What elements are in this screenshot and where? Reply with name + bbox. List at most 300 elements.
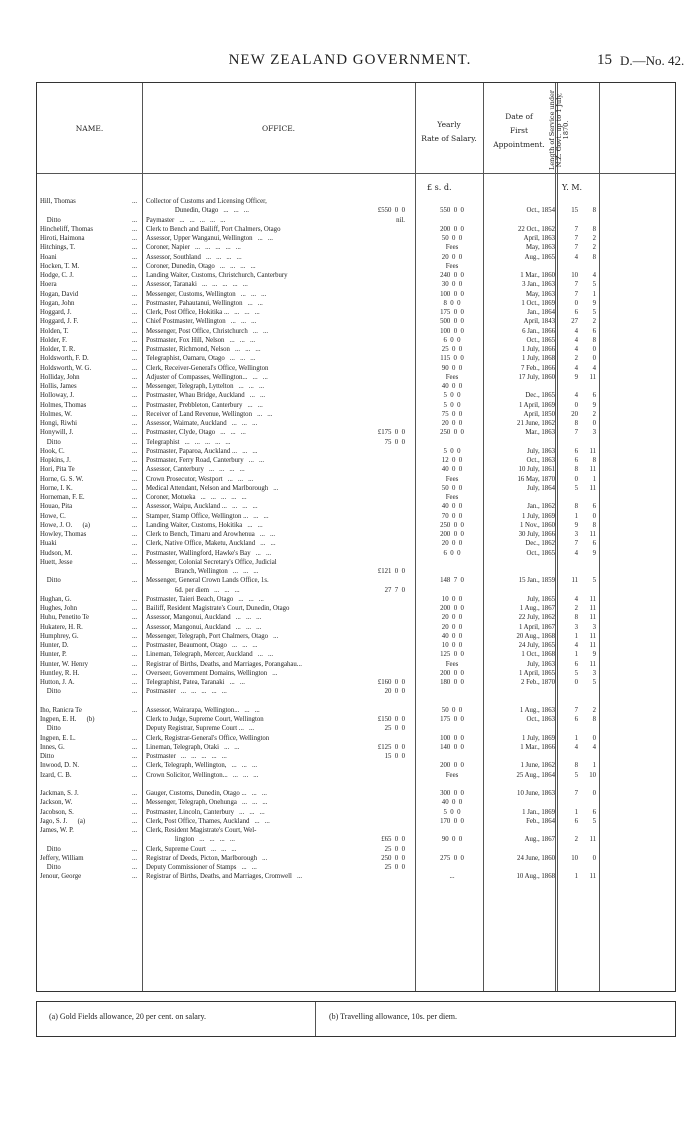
row-service-months: 8	[592, 336, 596, 344]
table-row	[37, 669, 677, 678]
row-service-months: 0	[592, 346, 596, 353]
table-row	[37, 660, 677, 669]
row-dots: ...	[132, 799, 138, 807]
row-office: Registrar of Deeds, Picton, Marlborough ...	[146, 854, 268, 862]
row-name: Ditto	[40, 438, 61, 446]
row-date: 10 July, 1861	[518, 466, 555, 474]
row-name: Hodge, C. J.	[40, 272, 74, 279]
row-service-years: 20	[571, 410, 578, 418]
row-dots: ...	[132, 642, 138, 649]
date-column-header-line2: First	[509, 126, 529, 135]
salary-units: £ s. d.	[427, 183, 452, 192]
row-salary: 40 0 0	[441, 466, 463, 474]
row-salary: 240 0 0	[440, 272, 464, 279]
row-salary: 100 0 0	[440, 734, 464, 742]
row-dots: ...	[132, 290, 138, 298]
page-title: NEW ZEALAND GOVERNMENT.	[228, 52, 472, 68]
row-service-months: 8	[592, 225, 596, 233]
row-dots: ...	[132, 669, 138, 677]
row-date: 1 June, 1862	[520, 762, 555, 770]
row-salary: 20 0 0	[441, 253, 463, 261]
row-name: Jeffery, William	[40, 854, 84, 862]
table-row	[37, 280, 677, 289]
row-service-years: 6	[574, 716, 578, 723]
row-service-years: 8	[574, 614, 578, 622]
row-salary: 125 0 0	[440, 651, 464, 659]
row-service-years: 8	[574, 503, 578, 511]
row-service-months: 2	[592, 706, 596, 714]
row-service-months: 0	[592, 854, 596, 862]
row-date: 22 July, 1862	[518, 614, 555, 622]
table-row	[37, 817, 677, 826]
row-name: Hutton, J. A.	[40, 679, 75, 686]
row-office: Gauger, Customs, Dunedin, Otago ... ... ...	[146, 790, 267, 797]
table-row	[37, 373, 677, 382]
row-office: Messenger, General Crown Lands Office, 1s.	[146, 577, 269, 585]
table-row	[37, 438, 677, 447]
row-date: 30 July, 1866	[518, 531, 555, 538]
row-service-years: 15	[571, 207, 578, 215]
row-office: Registrar of Births, Deaths, and Marriages, Porangahau...	[146, 660, 302, 668]
row-office: Clerk, Post Office, Thames, Auckland ... ...	[146, 817, 270, 825]
row-service-years: 4	[574, 392, 578, 400]
row-date: July, 1865	[527, 595, 555, 603]
table-row	[37, 197, 677, 206]
row-dots: ...	[132, 420, 138, 427]
row-salary: 25 0 0	[441, 346, 463, 353]
row-office: Clerk, Telegraph, Wellington, ... ... ...	[146, 762, 258, 770]
row-salary: 20 0 0	[441, 420, 463, 427]
row-date: July, 1864	[527, 484, 555, 492]
table-row	[37, 576, 677, 585]
row-service-months: 2	[592, 235, 596, 242]
document-reference: D.—No. 42.	[620, 53, 685, 68]
row-dots: ...	[132, 521, 138, 529]
row-salary: 275 0 0	[440, 854, 464, 862]
row-date: 3 Jan., 1863	[522, 281, 555, 289]
row-office: Assessor, Mangonui, Auckland ... ... ...	[146, 623, 262, 631]
row-date: Jan., 1864	[527, 309, 555, 316]
row-date: 16 May, 1870	[517, 475, 555, 483]
row-name: Hunter, P.	[40, 651, 67, 659]
table-row	[37, 391, 677, 400]
service-units: Y. M.	[562, 183, 583, 192]
row-service-months: 9	[592, 401, 596, 409]
row-office: Postmaster, Beaumont, Otago ... ... ...	[146, 642, 258, 649]
row-salary: ...	[449, 873, 455, 881]
row-salary: 50 0 0	[441, 706, 463, 714]
row-name: Jackson, W.	[40, 799, 73, 807]
row-salary: 8 0 0	[443, 299, 461, 307]
row-name: Holdsworth, F. D.	[40, 355, 89, 363]
row-dots: ...	[132, 817, 138, 825]
row-name: Hill, Thomas	[40, 198, 76, 205]
row-name: Hopkins, J.	[40, 457, 71, 464]
row-date: 1 Jan., 1869	[522, 808, 555, 816]
row-office: Clerk, Native Office, Maketu, Auckland ... ...	[146, 540, 276, 548]
row-date: 17 July, 1860	[518, 373, 555, 381]
row-name: Hitchings, T.	[40, 244, 76, 252]
row-office: Messenger, Customs, Wellington ... ... ...	[146, 290, 267, 298]
row-date: 1 July, 1869	[522, 512, 555, 520]
row-name: Hunter, D.	[40, 642, 69, 649]
row-dots: ...	[132, 531, 138, 538]
table-row	[37, 243, 677, 252]
row-dots: ...	[132, 235, 138, 242]
row-name: Holder, F.	[40, 336, 67, 344]
row-date: 25 Aug., 1864	[516, 771, 555, 779]
row-office: Adjuster of Compasses, Wellington... ... ...	[146, 373, 268, 381]
table-row	[37, 697, 677, 706]
row-dots: ...	[132, 614, 138, 622]
row-name: Ingpen, E. L.	[40, 734, 76, 742]
row-dots: ...	[132, 753, 138, 760]
row-service-months: 11	[589, 632, 596, 640]
row-service-months: 11	[589, 836, 596, 844]
row-service-years: 1	[574, 734, 578, 742]
row-name: Huhu, Penetito Te	[40, 614, 90, 622]
row-dots: ...	[132, 383, 138, 390]
row-office-amount: £125 0 0	[377, 743, 405, 751]
row-date: 1 April, 1867	[518, 623, 555, 631]
row-name: Ditto	[40, 216, 61, 224]
table-row	[37, 419, 677, 428]
row-name: Hunter, W. Henry	[40, 660, 89, 668]
table-row	[37, 364, 677, 373]
row-salary: 5 0 0	[443, 401, 461, 409]
row-dots: ...	[132, 281, 138, 289]
row-office: Crown Solicitor, Wellington... ... ... ...	[146, 771, 259, 779]
row-dots: ...	[132, 558, 138, 566]
row-service-years: 4	[574, 743, 578, 751]
row-dots: ...	[132, 688, 138, 696]
row-dots: ...	[132, 503, 138, 511]
table-row	[37, 484, 677, 493]
row-salary: 5 0 0	[443, 808, 461, 816]
row-dots: ...	[132, 651, 138, 659]
table-row	[37, 354, 677, 363]
row-service-months: 6	[592, 503, 596, 511]
row-service-years: 1	[574, 873, 578, 881]
header-rule	[37, 173, 675, 174]
row-date: July, 1863	[527, 660, 555, 668]
row-name: Ditto	[40, 753, 54, 760]
service-column-header: Length of Service under N.Z. Govt. up to 1 July, 1870.	[548, 90, 570, 170]
footnote-divider	[315, 1002, 316, 1036]
row-dots: ...	[132, 632, 138, 640]
row-dots: ...	[132, 373, 138, 381]
row-office: Telegraphist, Patea, Taranaki ... ...	[146, 679, 245, 686]
row-name: Hoera	[40, 281, 57, 289]
row-dots: ...	[132, 540, 138, 548]
row-service-months: 8	[592, 716, 596, 723]
row-office-amount: 25 0 0	[384, 725, 405, 733]
table-row	[37, 234, 677, 243]
row-office: Collector of Customs and Licensing Officer,	[146, 198, 267, 205]
row-service-months: 9	[592, 651, 596, 659]
row-office: Assessor, Canterbury ... ... ... ...	[146, 466, 245, 474]
page-header	[0, 52, 700, 76]
row-service-months: 6	[592, 327, 596, 335]
table-row	[37, 761, 677, 770]
table-row	[37, 206, 677, 215]
row-salary: 40 0 0	[441, 799, 463, 807]
row-office: Telegraphist, Oamaru, Otago ... ... ...	[146, 355, 256, 363]
table-row	[37, 706, 677, 715]
row-salary: 30 0 0	[441, 281, 463, 289]
row-date: 24 July, 1865	[518, 642, 555, 649]
row-office: Registrar of Births, Deaths, and Marriages, Cromwell ...	[146, 873, 303, 881]
row-service-years: 0	[574, 401, 578, 409]
row-date: May, 1863	[525, 290, 555, 298]
table-row	[37, 586, 677, 595]
row-dots: ...	[132, 808, 138, 816]
row-service-years: 4	[574, 346, 578, 353]
table-row	[37, 465, 677, 474]
row-dots: ...	[132, 392, 138, 400]
row-office: Clerk, Post Office, Hokitika ... ... ... ...	[146, 309, 260, 316]
row-dots: ...	[132, 512, 138, 520]
row-salary: 5 0 0	[443, 392, 461, 400]
row-dots: ...	[132, 262, 138, 270]
row-office-amount: £160 0 0	[377, 679, 405, 686]
row-dots: ...	[132, 364, 138, 372]
row-date: 6 Jan., 1866	[522, 327, 555, 335]
row-service-years: 5	[574, 484, 578, 492]
row-office: Telegraphist ... ... ... ... ...	[146, 438, 231, 446]
row-service-months: 11	[589, 466, 596, 474]
row-office-amount: 25 0 0	[384, 845, 405, 853]
page-number: 15	[597, 52, 612, 68]
office-column-header: OFFICE.	[261, 124, 296, 133]
table-row	[37, 808, 677, 817]
row-name: Huntley, R. H.	[40, 669, 80, 677]
table-row	[37, 558, 677, 567]
row-salary: 12 0 0	[441, 457, 463, 464]
row-salary: Fees	[445, 244, 459, 252]
row-salary: 250 0 0	[440, 429, 464, 437]
row-office: Postmaster, Lincoln, Canterbury ... ... ...	[146, 808, 265, 816]
row-dots: ...	[132, 577, 138, 585]
row-name: Howley, Thomas	[40, 531, 87, 538]
table-row	[37, 632, 677, 641]
row-name: Honywill, J.	[40, 429, 74, 437]
row-office: Landing Waiter, Customs, Christchurch, Canterbury	[146, 272, 288, 279]
row-service-months: 1	[592, 290, 596, 298]
row-date: Oct., 1854	[526, 207, 555, 215]
row-dots: ...	[132, 309, 138, 316]
row-service-years: 27	[571, 318, 578, 326]
row-service-years: 4	[574, 336, 578, 344]
row-service-years: 5	[574, 771, 578, 779]
row-service-years: 7	[574, 540, 578, 548]
row-salary: 90 0 0	[441, 836, 463, 844]
row-office: Paymaster ... ... ... ... ...	[146, 216, 226, 224]
row-service-years: 2	[574, 355, 578, 363]
row-office: Postmaster, Prebbleton, Canterbury ... ...	[146, 401, 263, 409]
row-salary: 200 0 0	[440, 531, 464, 538]
row-office: Postmaster, Richmond, Nelson ... ... ...	[146, 346, 261, 353]
row-name: Hollis, James	[40, 383, 77, 390]
row-service-months: 8	[592, 253, 596, 261]
row-dots: ...	[132, 679, 138, 686]
row-dots: ...	[132, 447, 138, 455]
row-office: Coroner, Motueka ... ... ... ... ...	[146, 494, 247, 501]
table-row	[37, 345, 677, 354]
row-service-years: 0	[574, 475, 578, 483]
row-service-months: 1	[592, 475, 596, 483]
row-salary: Fees	[445, 494, 459, 501]
row-service-months: 6	[592, 392, 596, 400]
table-row	[37, 271, 677, 280]
row-office: Clerk, Receiver-General's Office, Wellington	[146, 364, 269, 372]
row-date: May, 1863	[525, 244, 555, 252]
row-dots: ...	[132, 336, 138, 344]
row-dots: ...	[132, 253, 138, 261]
row-service-years: 2	[574, 836, 578, 844]
table-row	[37, 595, 677, 604]
row-date: 2 Feb., 1870	[521, 679, 555, 686]
row-name: James, W. P.	[40, 827, 74, 834]
row-service-months: 11	[589, 605, 596, 612]
table-row	[37, 687, 677, 696]
row-date: Oct., 1863	[526, 716, 555, 723]
row-salary: 40 0 0	[441, 503, 463, 511]
row-dots: ...	[132, 734, 138, 742]
table-row	[37, 715, 677, 724]
table-row	[37, 734, 677, 743]
salary-column-header-line1: Yearly	[437, 120, 461, 129]
table-row	[37, 623, 677, 632]
row-name: Horne, G. S. W.	[40, 475, 84, 483]
row-office-amount: 250 0 0	[381, 854, 405, 862]
row-service-years: 7	[574, 235, 578, 242]
row-name: Huaki	[40, 540, 57, 548]
row-dots: ...	[132, 401, 138, 409]
row-service-months: 1	[592, 762, 596, 770]
row-name: Hukatere, H. R.	[40, 623, 83, 631]
table-row	[37, 641, 677, 650]
table-row	[37, 826, 677, 835]
row-service-years: 9	[574, 521, 578, 529]
row-service-years: 10	[571, 854, 578, 862]
table-row	[37, 530, 677, 539]
row-service-years: 6	[574, 457, 578, 464]
table-row	[37, 327, 677, 336]
table-row	[37, 789, 677, 798]
row-name: Holder, T. R.	[40, 346, 76, 353]
row-office: Messenger, Telegraph, Port Chalmers, Otago ...	[146, 632, 279, 640]
row-office-amount: 15 0 0	[384, 753, 405, 760]
row-service-years: 6	[574, 309, 578, 316]
table-row	[37, 308, 677, 317]
row-salary: 170 0 0	[440, 817, 464, 825]
row-office: Stamper, Stamp Office, Wellington ... ... ...	[146, 512, 269, 520]
row-service-months: 4	[592, 743, 596, 751]
table-row	[37, 539, 677, 548]
table-row	[37, 382, 677, 391]
row-office: Messenger, Telegraph, Lyttelton ... ... ...	[146, 383, 265, 390]
row-service-years: 6	[574, 447, 578, 455]
table-row	[37, 336, 677, 345]
table-row	[37, 216, 677, 225]
row-office-amount: £65 0 0	[381, 836, 405, 844]
row-service-months: 3	[592, 623, 596, 631]
row-dots: ...	[132, 790, 138, 797]
row-service-months: 11	[589, 595, 596, 603]
row-name: Holmes, Thomas	[40, 401, 87, 409]
table-row	[37, 613, 677, 622]
row-service-months: 11	[589, 642, 596, 649]
row-date: 1 Nov., 1860	[519, 521, 555, 529]
row-service-years: 6	[574, 660, 578, 668]
row-service-months: 11	[589, 614, 596, 622]
row-name: Hoani	[40, 253, 57, 261]
row-salary: 6 0 0	[443, 549, 461, 557]
row-service-months: 11	[589, 484, 596, 492]
row-salary: 100 0 0	[440, 290, 464, 298]
row-salary: 550 0 0	[440, 207, 464, 215]
row-service-months: 0	[592, 420, 596, 427]
row-service-years: 10	[571, 272, 578, 279]
row-service-years: 9	[574, 373, 578, 381]
row-name: Hogan, David	[40, 290, 79, 298]
row-service-months: 5	[592, 281, 596, 289]
table-row	[37, 410, 677, 419]
row-office: Postmaster ... ... ... ... ...	[146, 688, 227, 696]
table-row	[37, 475, 677, 484]
table-row	[37, 567, 677, 576]
row-date: 1 April, 1865	[518, 669, 555, 677]
row-salary: 50 0 0	[441, 484, 463, 492]
row-service-months: 5	[592, 309, 596, 316]
row-date: 1 Oct., 1869	[521, 299, 555, 307]
row-salary: 100 0 0	[440, 327, 464, 335]
footnote-a: (a) Gold Fields allowance, 20 per cent. on salary.	[49, 1012, 206, 1021]
table-row	[37, 678, 677, 687]
table-row	[37, 253, 677, 262]
row-service-months: 3	[592, 429, 596, 437]
table-row	[37, 604, 677, 613]
row-office: Receiver of Land Revenue, Wellington ... ...	[146, 410, 273, 418]
row-office: Clerk to Bench, Timaru and Arowhenua ... ...	[146, 531, 276, 538]
row-salary: Fees	[445, 262, 459, 270]
row-dots: ...	[132, 771, 138, 779]
row-office: Assessor, Waipu, Auckland ... ... ... ...	[146, 503, 258, 511]
row-salary: 10 0 0	[441, 642, 463, 649]
row-service-years: 1	[574, 512, 578, 520]
row-service-months: 5	[592, 679, 596, 686]
table-row	[37, 752, 677, 761]
row-office: Clerk, Registrar-General's Office, Wellington	[146, 734, 270, 742]
row-name: Ditto	[40, 845, 61, 853]
row-name: Hogan, John	[40, 299, 75, 307]
row-office-amount: £550 0 0	[377, 207, 405, 215]
row-service-years: 4	[574, 595, 578, 603]
row-service-months: 2	[592, 244, 596, 252]
row-name: Jenour, George	[40, 873, 82, 881]
row-date: 1 July, 1869	[522, 734, 555, 742]
row-salary: 140 0 0	[440, 743, 464, 751]
row-office: Postmaster, Whau Bridge, Auckland ... ...	[146, 392, 266, 400]
row-dots: ...	[132, 272, 138, 279]
row-service-years: 4	[574, 642, 578, 649]
row-date: 1 Aug., 1863	[519, 706, 555, 714]
row-office: Clerk, Supreme Court ... ... ...	[146, 845, 237, 853]
row-office-amount: 25 0 0	[384, 864, 405, 871]
row-office: Branch, Wellington ... ... ...	[146, 568, 259, 575]
row-service-years: 3	[574, 531, 578, 538]
